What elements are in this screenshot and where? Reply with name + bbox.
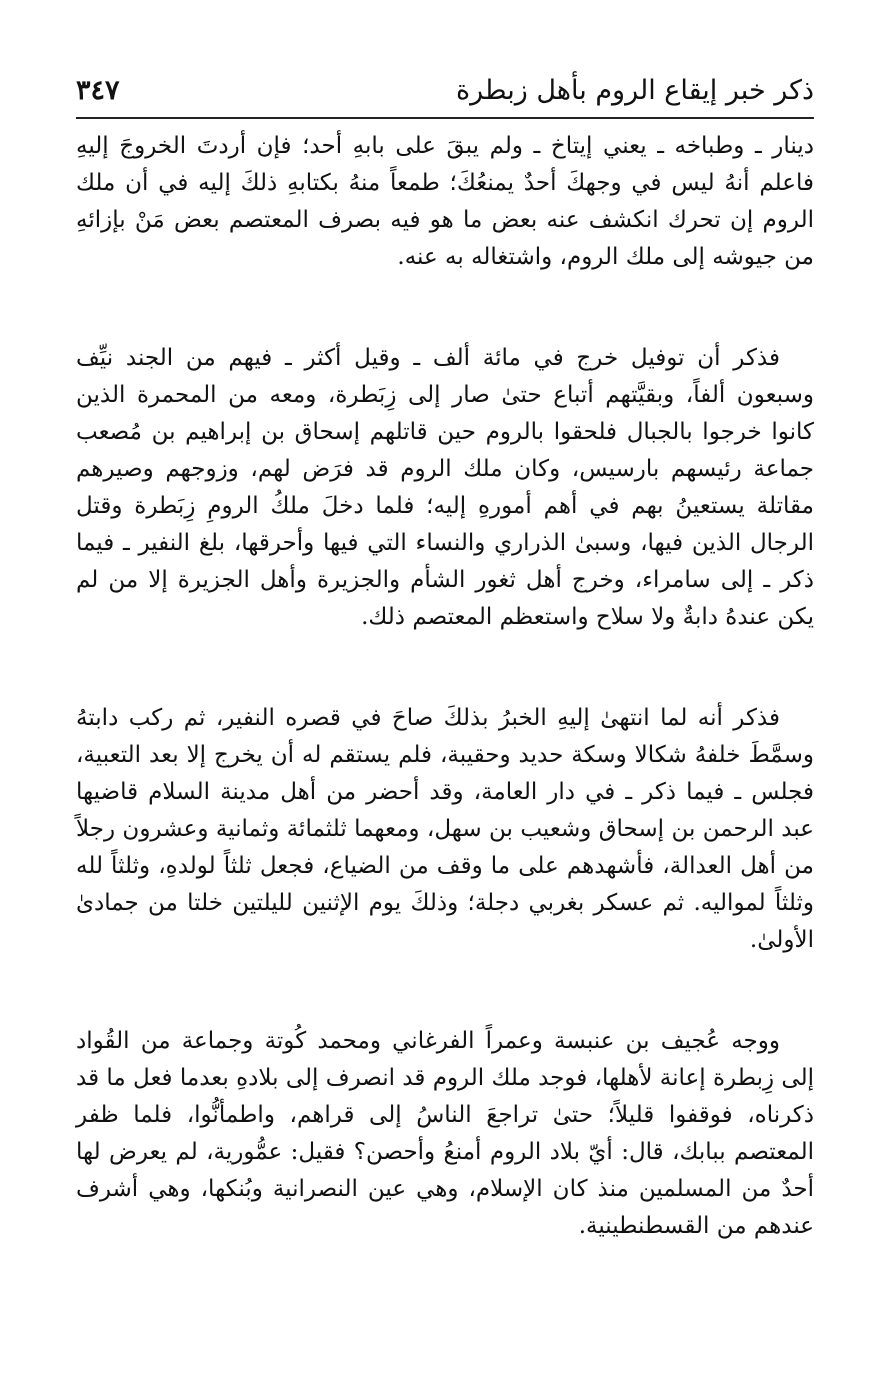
paragraph-4: ووجه عُجيف بن عنبسة وعمراً الفرغاني ومحمد كُوتة وجماعة من القُواد إلى زِبطرة إعانة لأهلها، فوجد ملك الروم قد انصرف إلى بلادهِ بعدما فعل ما قد ذكرناه، فوقفوا قليلاً؛ حتىٰ تراجعَ الناسُ إلى قراهم، واطمأنُّوا، فلما ظفر المعتصم ببابك، قال: أيّ بلاد الروم أمنعُ وأحصن؟ فقيل: عمُّورية، لم يعرض لها أحدٌ من المسلمين منذ كان الإسلام، وهي عين النصرانية وبُنكها، وهي أشرف عندهم من القسطنطينية. [76,1028,814,1239]
paragraph-1: دينار ـ وطباخه ـ يعني إيتاخ ـ ولم يبقَ على بابهِ أحد؛ فإن أردتَ الخروجَ إليهِ فاعلم أنهُ ليس في وجهكَ أحدٌ يمنعُكَ؛ طمعاً منهُ بكتابهِ ذلكَ إليه في أن ملك الروم إن تحرك انكشف عنه بعض ما هو فيه بصرف المعتصم بعض مَنْ بإزائهِ من جيوشه إلى ملك الروم، واشتغاله به عنه. [76,133,814,270]
page-header [76,70,814,114]
running-title: ذكر خبر إيقاع الروم بأهل زبطرة [456,75,814,106]
page-body [76,128,814,1353]
paragraph-2: فذكر أن توفيل خرج في مائة ألف ـ وقيل أكثر ـ فيهم من الجند نيِّف وسبعون ألفاً، وبقيَّتهم أتباع حتىٰ صار إلى زِبَطرة، ومعه من المحمرة الذين كانوا خرجوا بالجبال فلحقوا بالروم حين قاتلهم إسحاق بن إبراهيم بن مُصعب جماعة رئيسهم بارسيس، وكان ملك الروم قد فرَض لهم، وزوجهم وصيرهم مقاتلة يستعينُ بهم في أهم أمورهِ إليه؛ فلما دخلَ ملكُ الرومِ زِبَطرة وقتل الرجال الذين فيها، وسبىٰ الذراري والنساء التي فيها وأحرقها، بلغ النفير ـ فيما ذكر ـ إلى سامراء، وخرج أهل ثغور الشأم والجزيرة وأهل الجزيرة إلا من لم يكن عندهُ دابةٌ ولا سلاح واستعظم المعتصم ذلك. [76,345,814,630]
paragraph-3: فذكر أنه لما انتهىٰ إليهِ الخبرُ بذلكَ صاحَ في قصره النفير، ثم ركب دابتهُ وسمَّطَ خلفهُ شكالا وسكة حديد وحقيبة، فلم يستقم له أن يخرج إلا بعد التعبية، فجلس ـ فيما ذكر ـ في دار العامة، وقد أحضر من أهل مدينة السلام قاضيها عبد الرحمن بن إسحاق وشعيب بن سهل، ومعهما ثلثمائة وثمانية وعشرون رجلاً من أهل العدالة، فأشهدهم على ما وقف من الضياع، فجعل ثلثاً لولدهِ، وثلثاً لله وثلثاً لمواليه. ثم عسكر بغربي دجلة؛ وذلكَ يوم الإثنين لليلتين خلتا من جمادىٰ الأولىٰ. [76,705,814,953]
header-divider [76,117,814,119]
page-number: ٣٤٧ [76,75,120,106]
